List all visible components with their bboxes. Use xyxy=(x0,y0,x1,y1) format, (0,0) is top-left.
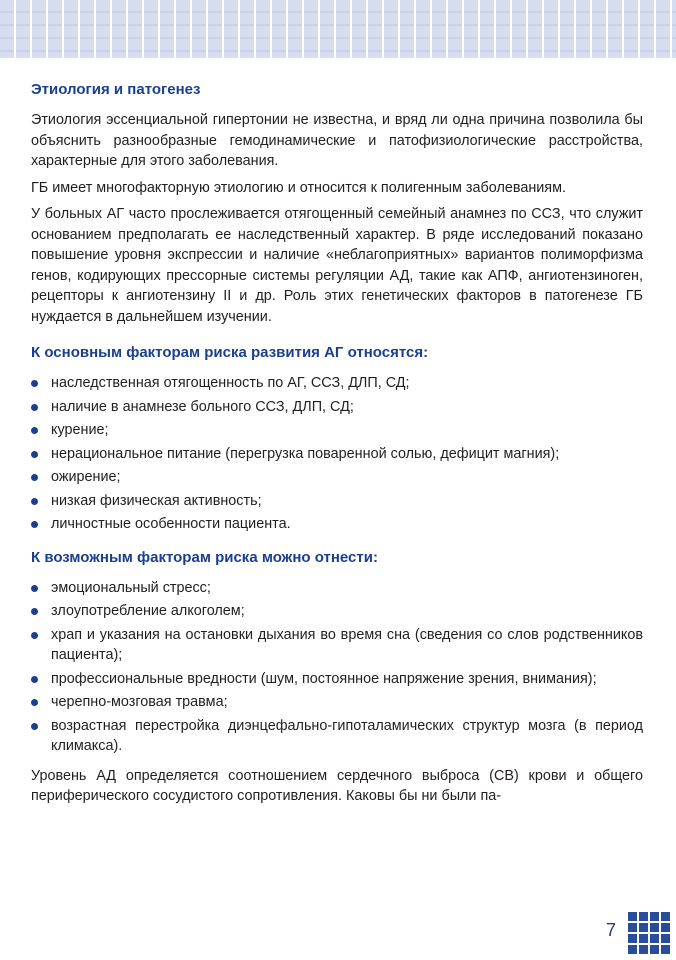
bullet-icon xyxy=(31,427,38,434)
list-item: храп и указания на остановки дыхания во время сна (сведения со слов родственников пациента); xyxy=(31,625,643,666)
header-pattern-overlay xyxy=(0,0,676,58)
bullet-icon xyxy=(31,632,38,639)
list-item: курение; xyxy=(31,420,643,441)
list-item: низкая физическая активность; xyxy=(31,491,643,512)
bullet-icon xyxy=(31,723,38,730)
page-content xyxy=(31,80,643,807)
list-item: ожирение; xyxy=(31,467,643,488)
list-item: возрастная перестройка диэнцефально-гипоталамических структур мозга (в период климакса). xyxy=(31,716,643,757)
list-item: эмоциональный стресс; xyxy=(31,578,643,599)
bullet-icon xyxy=(31,699,38,706)
bullet-icon xyxy=(31,474,38,481)
section-heading-main-risk-factors: К основным факторам риска развития АГ относятся: xyxy=(31,344,429,361)
paragraph: ГБ имеет многофакторную этиологию и относится к полигенным заболеваниям. xyxy=(31,179,566,196)
list-item: нерациональное питание (перегрузка поваренной солью, дефицит магния); xyxy=(31,444,643,465)
bullet-icon xyxy=(31,451,38,458)
bullet-icon xyxy=(31,404,38,411)
bullet-icon xyxy=(31,498,38,505)
bullet-icon xyxy=(31,676,38,683)
page-footer xyxy=(606,912,670,954)
section-heading-possible-risk-factors: К возможным факторам риска можно отнести: xyxy=(31,548,378,566)
main-risk-factors-list xyxy=(31,373,643,535)
bullet-icon xyxy=(31,585,38,592)
bullet-icon xyxy=(31,380,38,387)
list-item: черепно-мозговая травма; xyxy=(31,692,643,713)
bullet-icon xyxy=(31,608,38,615)
paragraph: Этиология эссенциальной гипертонии не известна, и вряд ли одна причина позволила бы объяснить разнообразные гемодинамические и патофизиологические расстройства, характерные для этого заболевания. xyxy=(31,112,643,169)
footer-grid-logo xyxy=(628,912,670,954)
list-item: профессиональные вредности (шум, постоянное напряжение зрения, внимания); xyxy=(31,669,643,690)
bullet-icon xyxy=(31,521,38,528)
list-item: наследственная отягощенность по АГ, ССЗ, ДЛП, СД; xyxy=(31,373,643,394)
closing-paragraph: Уровень АД определяется соотношением сердечного выброса (СВ) крови и общего периферического сосудистого сопротивления. Каковы бы ни были па- xyxy=(31,767,643,804)
list-item: наличие в анамнезе больного ССЗ, ДЛП, СД; xyxy=(31,397,643,418)
list-item: злоупотребление алкоголем; xyxy=(31,601,643,622)
section-heading-etiology: Этиология и патогенез xyxy=(31,81,201,98)
paragraph: У больных АГ часто прослеживается отягощенный семейный анамнез по ССЗ, что служит основанием предполагать ее наследственный характер. В ряде исследований показано повышение уровня экспрессии и наличие «неблагоприятных» вариантов полиморфизма генов, кодирующих прессорные системы регуляции АД, такие как АПФ, ангиотензиноген, рецепторы к ангиотензину II и др. Роль этих генетических факторов в патогенезе ГБ нуждается в дальнейшем изучении. xyxy=(31,206,643,325)
page-number: 7 xyxy=(605,920,616,940)
possible-risk-factors-list xyxy=(31,578,643,757)
list-item: личностные особенности пациента. xyxy=(31,514,643,535)
